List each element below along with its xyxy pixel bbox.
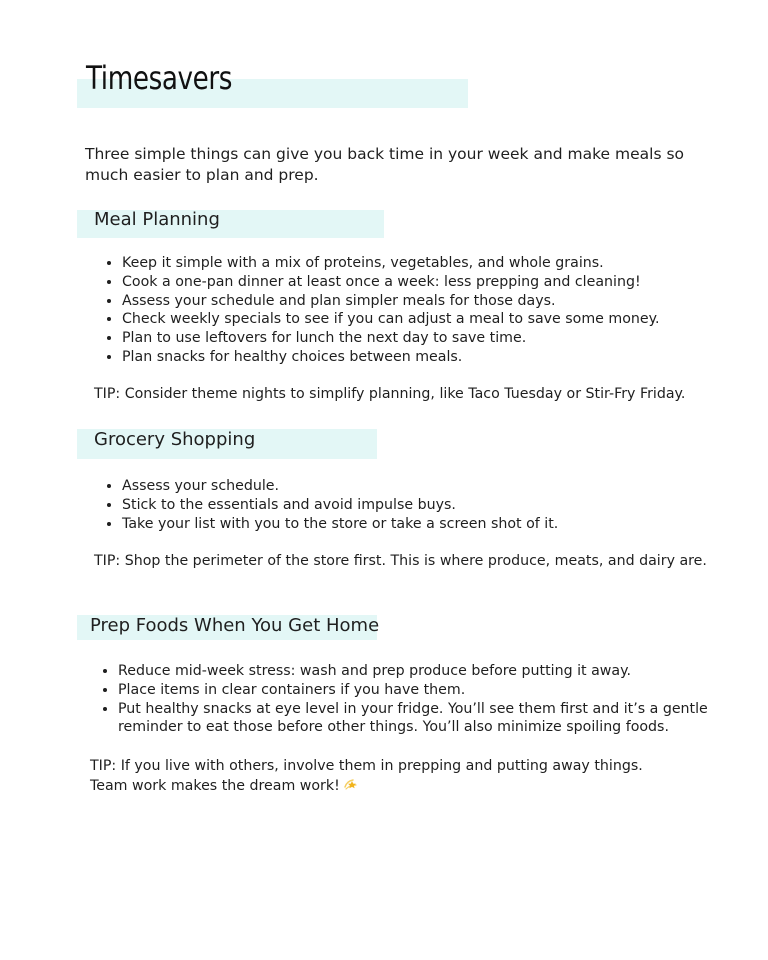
intro-paragraph: Three simple things can give you back time in your week and make meals so much easier to plan and prep. (85, 145, 685, 184)
prep-foods-heading: Prep Foods When You Get Home (90, 615, 380, 636)
prep-foods-tip (90, 757, 680, 798)
list-item: • Cook a one-pan dinner at least once a week: less prepping and cleaning! (122, 273, 762, 292)
grocery-shopping-tip: TIP: Shop the perimeter of the store first. This is where produce, meats, and dairy are. (94, 553, 707, 569)
grocery-shopping-heading: Grocery Shopping (94, 429, 256, 450)
meal-planning-tip: TIP: Consider theme nights to simplify planning, like Taco Tuesday or Stir-Fry Friday. (94, 386, 686, 402)
dizzy-star-icon (343, 776, 359, 798)
meal-planning-heading: Meal Planning (94, 209, 220, 230)
list-item: • Place items in clear containers if you have them. (118, 681, 718, 700)
list-item: • Stick to the essentials and avoid impulse buys. (122, 496, 762, 515)
list-item: • Assess your schedule. (122, 477, 762, 496)
list-item: • Plan to use leftovers for lunch the next day to save time. (122, 329, 762, 348)
list-item: • Check weekly specials to see if you can adjust a meal to save some money. (122, 310, 762, 329)
list-item: • Reduce mid-week stress: wash and prep produce before putting it away. (118, 662, 718, 681)
prep-foods-list (90, 662, 718, 737)
page-title: Timesavers (86, 59, 232, 97)
list-item: • Take your list with you to the store or take a screen shot of it. (122, 515, 762, 534)
list-item: • Keep it simple with a mix of proteins, vegetables, and whole grains. (122, 254, 762, 273)
grocery-shopping-list (94, 477, 762, 533)
list-item: • Plan snacks for healthy choices between meals. (122, 348, 762, 367)
meal-planning-list (94, 254, 762, 367)
prep-foods-tip-text: TIP: If you live with others, involve them in prepping and putting away things. Team work makes the dream work! (90, 758, 643, 794)
list-item: • Assess your schedule and plan simpler meals for those days. (122, 292, 762, 311)
list-item: • Put healthy snacks at eye level in your fridge. You’ll see them first and it’s a gentle reminder to eat those before other things. You’ll also minimize spoiling foods. (118, 700, 718, 738)
